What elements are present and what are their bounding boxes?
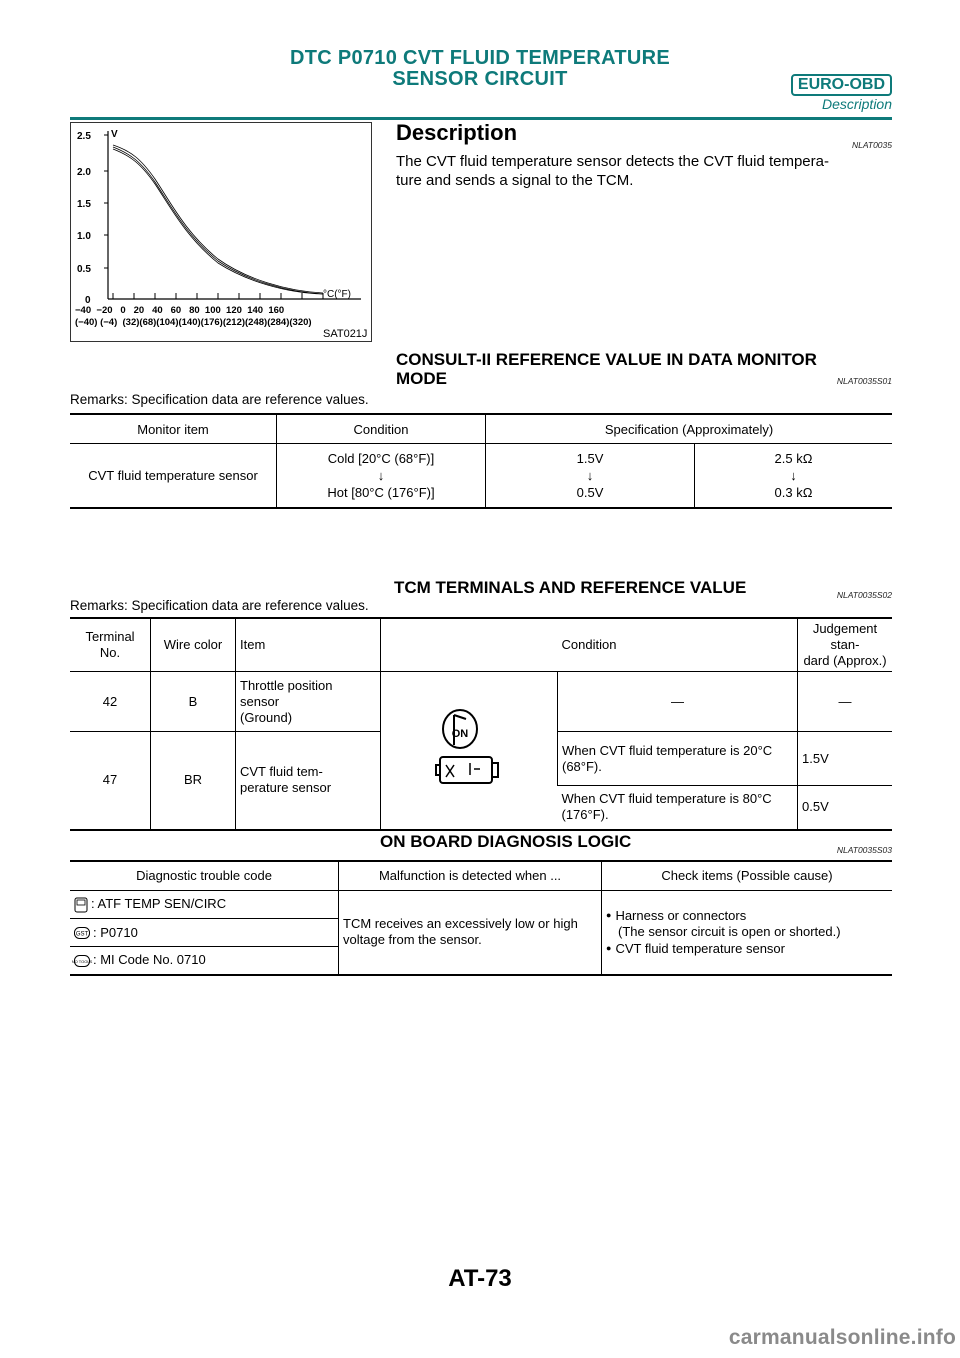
title-line-2: SENSOR CIRCUIT [392, 68, 568, 90]
y-tick-label: 1.5 [77, 199, 91, 210]
judgement-1-5v: 1.5V [798, 732, 893, 786]
wire-color: B [151, 672, 236, 732]
monitor-item-cell: CVT fluid temperature sensor [88, 467, 258, 483]
obd-heading: ON BOARD DIAGNOSIS LOGIC [380, 832, 632, 851]
y-tick-label: 2.0 [77, 167, 91, 178]
tcm-heading: TCM TERMINALS AND REFERENCE VALUE [394, 578, 747, 597]
judgement-dash: — [798, 672, 893, 732]
y-tick-label: 0.5 [77, 264, 91, 275]
condition-line: When CVT fluid temperature is 20°C [562, 742, 773, 758]
no-tools-icon-label: NO TOOLS [71, 958, 93, 964]
dtc-gst-text: : P0710 [93, 924, 138, 940]
figure-code: SAT021J [323, 328, 368, 340]
col-monitor-item: Monitor item [70, 414, 277, 444]
y-tick-label: 0 [85, 295, 91, 306]
condition-line: (68°F). [562, 758, 602, 774]
check-item [606, 907, 888, 924]
x-tick-labels-celsius: −40 −20 0 20 40 60 80 100 120 140 160 [75, 305, 285, 316]
ignition-condition-cell [381, 672, 558, 830]
title-line-1: DTC P0710 CVT FLUID TEMPERATURE [289, 47, 671, 69]
voltage-cell [486, 444, 695, 508]
dtc-no-tools-text: : MI Code No. 0710 [93, 952, 206, 968]
condition-20c [558, 732, 798, 786]
consult-tool-icon [74, 897, 88, 913]
resistance-cold: 2.5 kΩ [774, 450, 813, 466]
obd-ref: NLAT0035S03 [836, 845, 892, 855]
col-check-items: Check items (Possible cause) [602, 861, 893, 891]
malfunction-line: voltage from the sensor. [343, 932, 482, 948]
down-arrow-icon: ↓ [586, 467, 594, 483]
col-dtc: Diagnostic trouble code [70, 861, 339, 891]
graph-svg [71, 123, 371, 341]
col-item: Item [236, 618, 381, 672]
check-item [606, 940, 888, 957]
consult-heading-line-1: CONSULT-II REFERENCE VALUE IN DATA MONITOR [396, 350, 817, 369]
temperature-voltage-graph [70, 122, 372, 342]
condition-cell [277, 444, 486, 508]
x-unit-label: °C(°F) [323, 289, 351, 300]
terminal-item [236, 732, 381, 830]
voltage-cold: 1.5V [576, 450, 604, 466]
check-item-text: Harness or connectors [615, 908, 747, 924]
down-arrow-icon: ↓ [377, 467, 385, 483]
terminal-item [236, 672, 381, 732]
consult-heading [396, 350, 817, 388]
col-malfunction: Malfunction is detected when ... [339, 861, 602, 891]
page-number: AT-73 [448, 1265, 512, 1292]
x-tick-labels-fahrenheit: (−40) (−4) (32)(68)(104)(140)(176)(212)(248)(284)(320) [75, 317, 312, 328]
tcm-ref: NLAT0035S02 [836, 590, 892, 600]
x-tick-marks [113, 293, 323, 299]
malfunction-line: TCM receives an excessively low or high [343, 916, 578, 932]
condition-80c [558, 786, 798, 830]
tcm-table [70, 617, 892, 831]
condition-hot: Hot [80°C (176°F)] [327, 484, 435, 500]
col-judgement-line1: Judgement stan- [812, 621, 878, 652]
col-terminal-line2: No. [99, 645, 121, 660]
voltage-curve [113, 145, 323, 294]
item-line: perature sensor [240, 780, 332, 796]
col-terminal-line1: Terminal [85, 629, 135, 644]
col-wire-color: Wire color [151, 618, 236, 672]
ignition-key-engine-icon [434, 705, 504, 791]
gst-tool-icon [74, 927, 90, 939]
col-judgement-line2: dard (Approx.) [803, 653, 887, 668]
condition-line: (176°F). [561, 807, 609, 823]
y-tick-label: 2.5 [77, 131, 91, 142]
terminal-no: 42 [70, 672, 151, 732]
check-items-cell [602, 891, 893, 975]
terminal-no: 47 [70, 732, 151, 830]
dtc-consult [70, 891, 339, 919]
description-line-2: ture and sends a signal to the TCM. [396, 172, 634, 189]
check-item-text: CVT fluid temperature sensor [615, 941, 785, 957]
consult-table [70, 413, 892, 509]
y-tick-label: 1.0 [77, 231, 91, 242]
col-judgement [798, 618, 893, 672]
no-tools-icon [71, 955, 93, 967]
col-terminal [70, 618, 151, 672]
col-specification: Specification (Approximately) [486, 414, 893, 444]
resistance-cell [695, 444, 893, 508]
key-on-label: ON [451, 728, 469, 741]
obd-table [70, 860, 892, 976]
description-text [396, 152, 829, 190]
dtc-no-tools [70, 947, 339, 975]
check-item-detail: (The sensor circuit is open or shorted.) [618, 924, 841, 940]
y-unit-label: V [111, 129, 118, 140]
description-ref: NLAT0035 [851, 140, 892, 150]
description-line-1: The CVT fluid temperature sensor detects the CVT fluid tempera- [396, 153, 829, 170]
description-heading: Description [396, 120, 518, 145]
dtc-gst [70, 919, 339, 947]
judgement-0-5v: 0.5V [798, 786, 893, 830]
item-line: CVT fluid tem- [240, 764, 323, 780]
item-line: (Ground) [240, 709, 293, 725]
euro-obd-badge: EURO-OBD [791, 74, 892, 96]
header-subtitle: Description [821, 96, 892, 112]
down-arrow-icon: ↓ [790, 467, 797, 483]
tcm-remarks: Remarks: Specification data are reference values. [70, 598, 369, 613]
condition-cold: Cold [20°C (68°F)] [327, 450, 435, 466]
consult-heading-line-2: MODE [396, 369, 447, 388]
wire-color: BR [151, 732, 236, 830]
condition-dash: — [558, 672, 798, 732]
site-watermark: carmanualsonline.info [728, 1326, 956, 1349]
consult-remarks: Remarks: Specification data are reference values. [70, 392, 369, 407]
condition-line: When CVT fluid temperature is 80°C [561, 791, 772, 807]
gst-icon-label: GST [75, 931, 89, 938]
dtc-consult-text: : ATF TEMP SEN/CIRC [91, 896, 227, 912]
voltage-hot: 0.5V [576, 484, 604, 500]
consult-ref: NLAT0035S01 [836, 376, 892, 386]
item-line: sensor [240, 693, 280, 709]
col-condition: Condition [381, 618, 798, 672]
item-line: Throttle position [240, 677, 333, 693]
col-condition: Condition [277, 414, 486, 444]
resistance-hot: 0.3 kΩ [774, 484, 813, 500]
malfunction-cell [339, 891, 602, 975]
